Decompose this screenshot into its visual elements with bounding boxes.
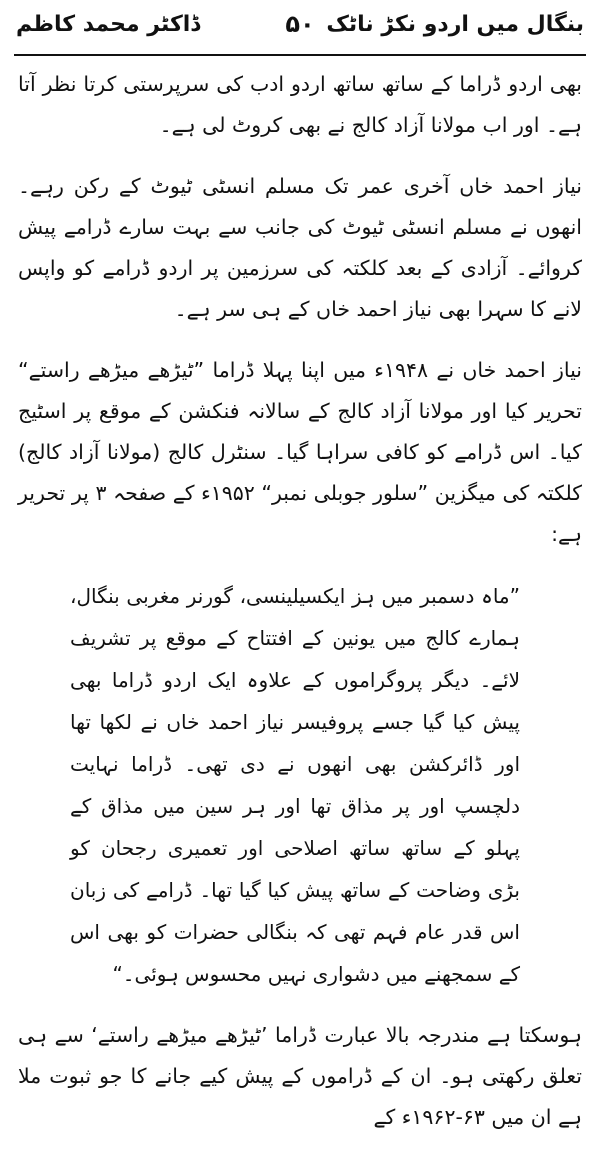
book-title: بنگال میں اردو نکڑ ناٹک bbox=[326, 12, 584, 37]
running-header bbox=[14, 6, 586, 56]
paragraph-1: بھی اردو ڈراما کے ساتھ ساتھ اردو ادب کی سرپرستی کرتا نظر آتا ہے۔ اور اب مولانا آزاد کالج نے بھی کروٹ لی ہے۔ bbox=[18, 72, 582, 137]
paragraph-2: نیاز احمد خاں آخری عمر تک مسلم انسٹی ٹیوٹ کے رکن رہے۔ انھوں نے مسلم انسٹی ٹیوٹ کی جانب سے بہت سارے ڈرامے پیش کروائے۔ آزادی کے بعد کلکتہ کی سرزمین پر اردو ڈرامے کو واپس لانے کا سہرا بھی نیاز احمد خاں کے ہی سر ہے۔ bbox=[18, 174, 582, 321]
author-name: ڈاکٹر محمد کاظم bbox=[16, 12, 201, 37]
block-quote: ”ماہ دسمبر میں ہز ایکسیلینسی، گورنر مغربی بنگال، ہمارے کالج میں یونین کے افتتاح کے موقع پر تشریف لائے۔ دیگر پروگراموں کے علاوہ ایک اردو ڈراما بھی پیش کیا گیا جسے پروفیسر نیاز احمد خاں نے لکھا تھا اور ڈائرکشن بھی انھوں نے دی تھی۔ ڈراما نہایت دلچسپ اور پر مذاق تھا اور ہر سین میں مذاق کے پہلو کے ساتھ ساتھ اصلاحی اور تعمیری رجحان کو بڑی وضاحت کے ساتھ پیش کیا گیا تھا۔ ڈرامے کی زبان اس قدر عام فہم تھی کہ بنگالی حضرات کو بھی اس کے سمجھنے میں دشواری نہیں محسوس ہوئی۔“ bbox=[70, 584, 520, 986]
body-text bbox=[18, 64, 582, 1158]
page-number: ۵۰ bbox=[285, 10, 315, 38]
paragraph-3: نیاز احمد خاں نے ۱۹۴۸ء میں اپنا پہلا ڈراما ”ٹیڑھے میڑھے راستے“ تحریر کیا اور مولانا آزاد کالج کے سالانہ فنکشن کے موقع پر اسٹیج کیا۔ اس ڈرامے کو کافی سراہا گیا۔ سنٹرل کالج (مولانا آزاد کالج) کلکتہ کی میگزین ”سلور جوبلی نمبر“ ۱۹۵۲ء کے صفحہ ۳ پر تحریر ہے: bbox=[18, 358, 583, 546]
closing-paragraph: ہوسکتا ہے مندرجہ بالا عبارت ڈراما ’ٹیڑھے میڑھے راستے‘ سے ہی تعلق رکھتی ہو۔ ان کے ڈراموں کے پیش کیے جانے کا جو ثبوت ملا ہے ان میں ۶۳-۱۹۶۲ء کے bbox=[18, 1023, 582, 1129]
